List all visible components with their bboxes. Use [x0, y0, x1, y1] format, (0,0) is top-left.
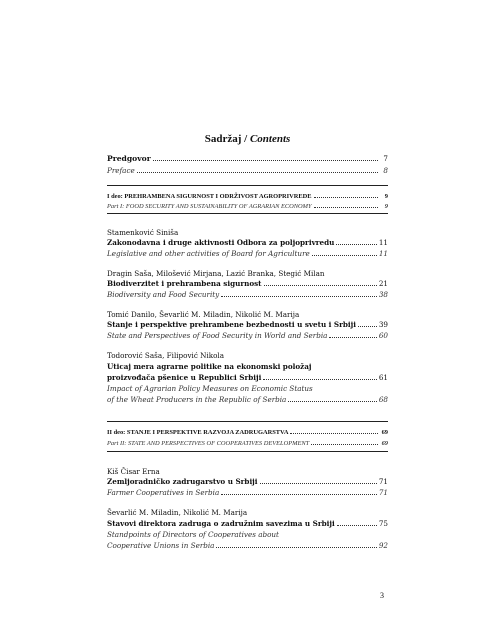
page-ref: 11: [378, 249, 388, 258]
entry-title: Predgovor: [107, 154, 151, 163]
page-ref: 69: [381, 429, 388, 436]
entry-authors: Ševarlić M. Miladin, Nikolić M. Marija: [107, 508, 248, 517]
entry-title: Legislative and other activities of Board for Agriculture: [107, 249, 310, 258]
page-ref: 9: [384, 203, 388, 210]
leader-dots: [260, 477, 377, 484]
entry-title-line: Standpoints of Directors of Cooperatives about: [107, 530, 279, 539]
page-number: 3: [380, 591, 384, 600]
toc-entry[interactable]: [107, 541, 388, 551]
entry-authors: Dragin Saša, Milošević Mirjana, Lazić Branka, Stegić Milan: [107, 269, 325, 278]
leader-dots: [137, 166, 378, 173]
toc-entry-preface[interactable]: [107, 166, 388, 176]
page-ref: 38: [378, 290, 388, 299]
leader-dots: [312, 249, 377, 256]
leader-dots: [336, 238, 376, 245]
toc-part-2-sr[interactable]: [107, 427, 388, 438]
entry-authors: Kiš Čisar Erna: [107, 467, 160, 476]
leader-dots: [314, 201, 379, 208]
part-title: Part II: STATE AND PERSPECTIVES OF COOPERATIVES DEVELOPMENT: [107, 440, 310, 447]
part-title: Part I: FOOD SECURITY AND SUSTAINABILITY OF AGRARIAN ECONOMY: [107, 203, 312, 210]
entry-title: Biodiverzitet i prehrambena sigurnost: [107, 279, 262, 288]
entry-title-line: Uticaj mera agrarne politike na ekonomski položaj: [107, 362, 312, 371]
title-sr: Sadržaj /: [204, 133, 250, 145]
leader-dots: [264, 279, 377, 286]
leader-dots: [337, 519, 377, 526]
leader-dots: [290, 427, 378, 434]
page-ref: 75: [378, 519, 388, 528]
divider: [107, 451, 388, 452]
page-ref: 7: [383, 154, 388, 163]
entry-title: Cooperative Unions in Serbia: [107, 541, 215, 550]
toc-entry[interactable]: [107, 395, 388, 405]
page-ref: 61: [378, 373, 388, 382]
divider: [107, 185, 388, 186]
toc-entry[interactable]: [107, 290, 388, 300]
leader-dots: [314, 191, 378, 198]
leader-dots: [216, 541, 376, 548]
entry-title: Zakonodavna i druge aktivnosti Odbora za poljoprivredu: [107, 238, 335, 247]
leader-dots: [329, 331, 376, 338]
page-ref: 71: [378, 477, 388, 486]
part-title: I deo: PREHRAMBENA SIGURNOST I ODRŽIVOST AGROPRIVREDE: [107, 193, 312, 200]
leader-dots: [153, 154, 378, 161]
page-ref: 60: [378, 331, 388, 340]
entry-authors: Tomić Danilo, Ševarlić M. Miladin, Nikolić M. Marija: [107, 310, 300, 319]
divider: [107, 421, 388, 422]
toc-part-1-en[interactable]: [107, 201, 388, 212]
toc-entry[interactable]: [107, 519, 388, 529]
leader-dots: [221, 488, 377, 495]
entry-title: Biodiversity and Food Security: [107, 290, 220, 299]
page-ref: 92: [378, 541, 388, 550]
entry-authors: Todorović Saša, Filipović Nikola: [107, 351, 225, 360]
title-en: Contents: [249, 133, 291, 145]
toc-entry[interactable]: [107, 279, 388, 289]
toc-entry[interactable]: [107, 320, 388, 330]
toc-entry[interactable]: [107, 373, 388, 383]
entry-title: Farmer Cooperatives in Serbia: [107, 488, 220, 497]
toc-part-2-en[interactable]: [107, 438, 388, 449]
leader-dots: [288, 395, 377, 402]
entry-title: Stavovi direktora zadruga o zadružnim savezima u Srbiji: [107, 519, 335, 528]
toc-entry-predgovor[interactable]: [107, 154, 388, 164]
toc-entry[interactable]: [107, 238, 388, 248]
entry-title: of the Wheat Producers in the Republic of Serbia: [107, 395, 287, 404]
page-title: [107, 133, 388, 145]
page-ref: 11: [378, 238, 388, 247]
page-ref: 71: [378, 488, 388, 497]
leader-dots: [263, 373, 376, 380]
toc-entry[interactable]: [107, 331, 388, 341]
leader-dots: [311, 438, 378, 445]
page-ref: 39: [378, 320, 388, 329]
entry-title: Zemljoradničko zadrugarstvo u Srbiji: [107, 477, 258, 486]
page-ref: 8: [383, 166, 388, 175]
page-ref: 21: [378, 279, 388, 288]
leader-dots: [221, 290, 377, 297]
toc-entry[interactable]: [107, 488, 388, 498]
entry-authors: Stamenković Siniša: [107, 228, 179, 237]
leader-dots: [358, 320, 377, 327]
entry-title: Stanje i perspektive prehrambene bezbednosti u svetu i Srbiji: [107, 320, 356, 329]
page-ref: 9: [384, 193, 388, 200]
entry-title-line: Impact of Agrarian Policy Measures on Economic Status: [107, 384, 313, 393]
toc-entry[interactable]: [107, 249, 388, 259]
toc-entry[interactable]: [107, 477, 388, 487]
entry-title: Preface: [107, 166, 135, 175]
entry-title: proizvođača pšenice u Republici Srbiji: [107, 373, 262, 382]
entry-title: State and Perspectives of Food Security in World and Serbia: [107, 331, 328, 340]
page-ref: 69: [381, 440, 388, 447]
divider: [107, 213, 388, 214]
page-ref: 68: [378, 395, 388, 404]
part-title: II deo: STANJE I PERSPEKTIVE RAZVOJA ZADRUGARSTVA: [107, 429, 289, 436]
